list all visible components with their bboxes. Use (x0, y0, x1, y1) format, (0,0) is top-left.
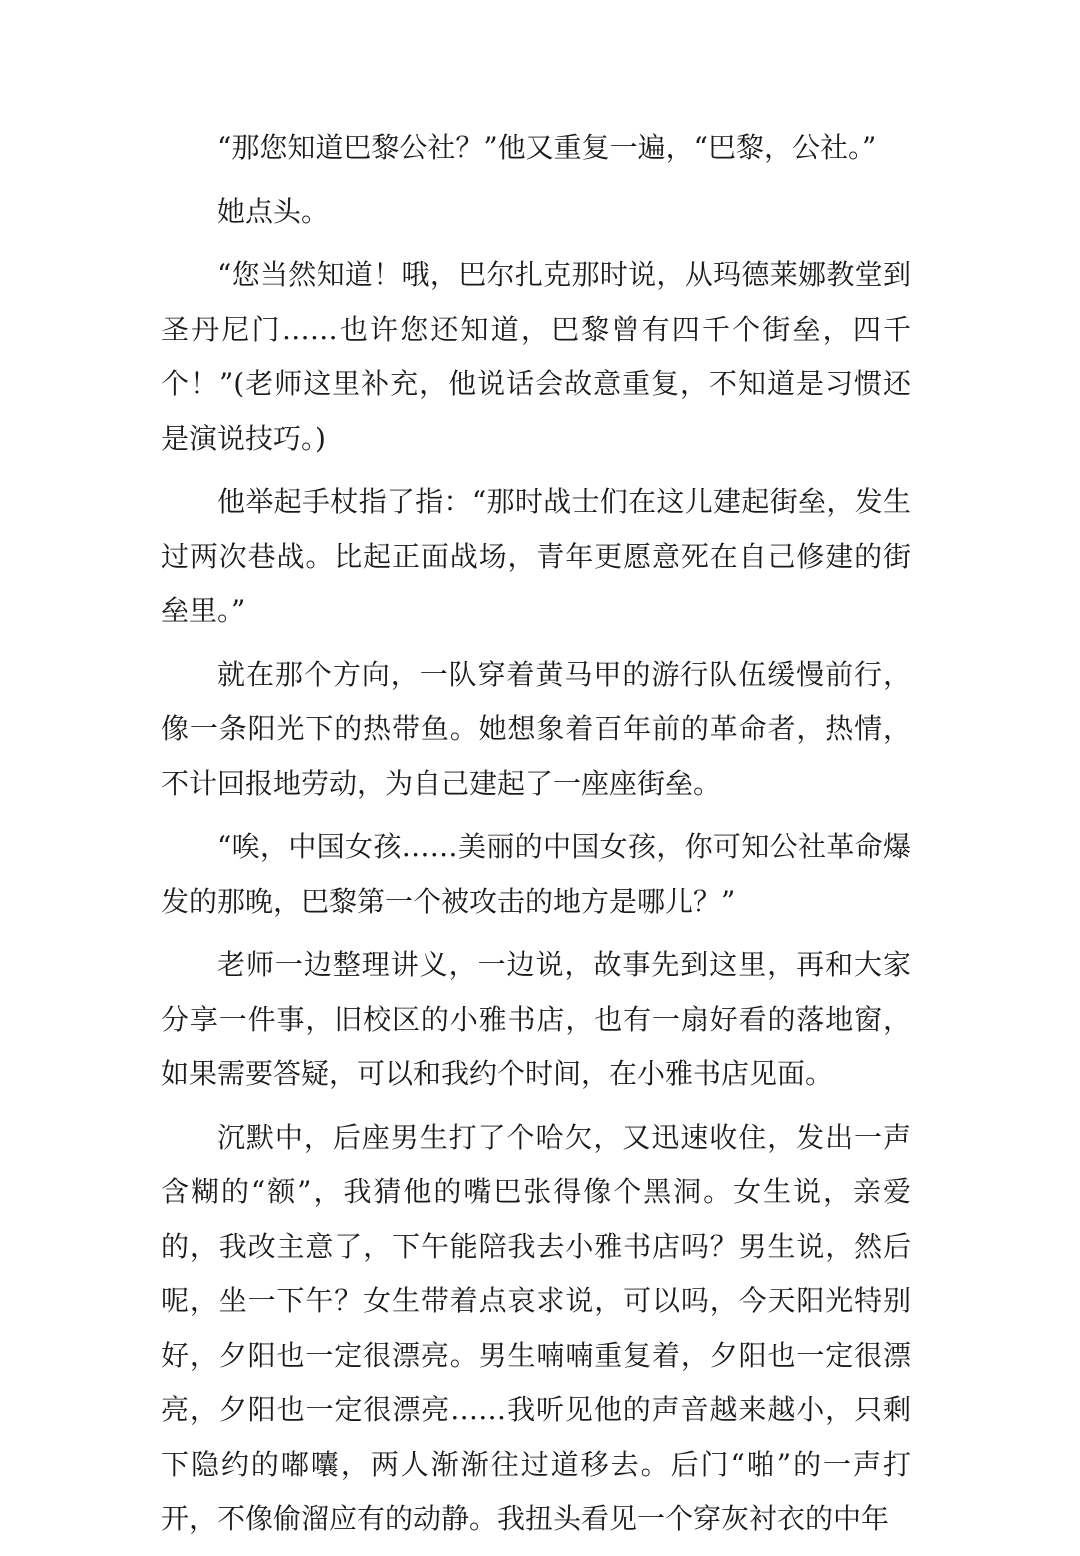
paragraph-5: 就在那个方向，一队穿着黄马甲的游行队伍缓慢前行，像一条阳光下的热带鱼。她想象着百年前的革命者，热情，不计回报地劳动，为自己建起了一座座街垒。 (161, 657, 911, 800)
paragraph-6: “唉，中国女孩……美丽的中国女孩，你可知公社革命爆发的那晚，巴黎第一个被攻击的地方是哪儿？” (161, 830, 911, 918)
paragraph-1: “那您知道巴黎公社？”他又重复一遍，“巴黎，公社。” (217, 131, 877, 164)
paragraph-8: 沉默中，后座男生打了个哈欠，又迅速收住，发出一声含糊的“额”，我猜他的嘴巴张得像个黑洞。女生说，亲爱的，我改主意了，下午能陪我去小雅书店吗？男生说，然后呢，坐一下午？女生带着点哀求说，可以吗，今天阳光特别好，夕阳也一定很漂亮。男生喃喃重复着，夕阳也一定很漂亮，夕阳也一定很漂亮……我听见他的声音越来越小，只剩下隐约的嘟囔，两人渐渐往过道移去。后门“啪”的一声打开，不像偷溜应有的动静。我扭头看见一个穿灰衬衣的中年 (161, 1120, 911, 1535)
body-text (161, 121, 911, 1556)
paragraph-7: 老师一边整理讲义，一边说，故事先到这里，再和大家分享一件事，旧校区的小雅书店，也有一扇好看的落地窗，如果需要答疑，可以和我约个时间，在小雅书店见面。 (161, 948, 911, 1090)
paragraph-3: “您当然知道！哦，巴尔扎克那时说，从玛德莱娜教堂到圣丹尼门……也许您还知道，巴黎曾有四千个街垒，四千个！”(老师这里补充，他说话会故意重复，不知道是习惯还是演说技巧。) (161, 258, 911, 455)
paragraph-2: 她点头。 (217, 194, 330, 228)
paragraph-4: 他举起手杖指了指：“那时战士们在这儿建起街垒，发生过两次巷战。比起正面战场，青年更愿意死在自己修建的街垒里。” (161, 485, 911, 627)
